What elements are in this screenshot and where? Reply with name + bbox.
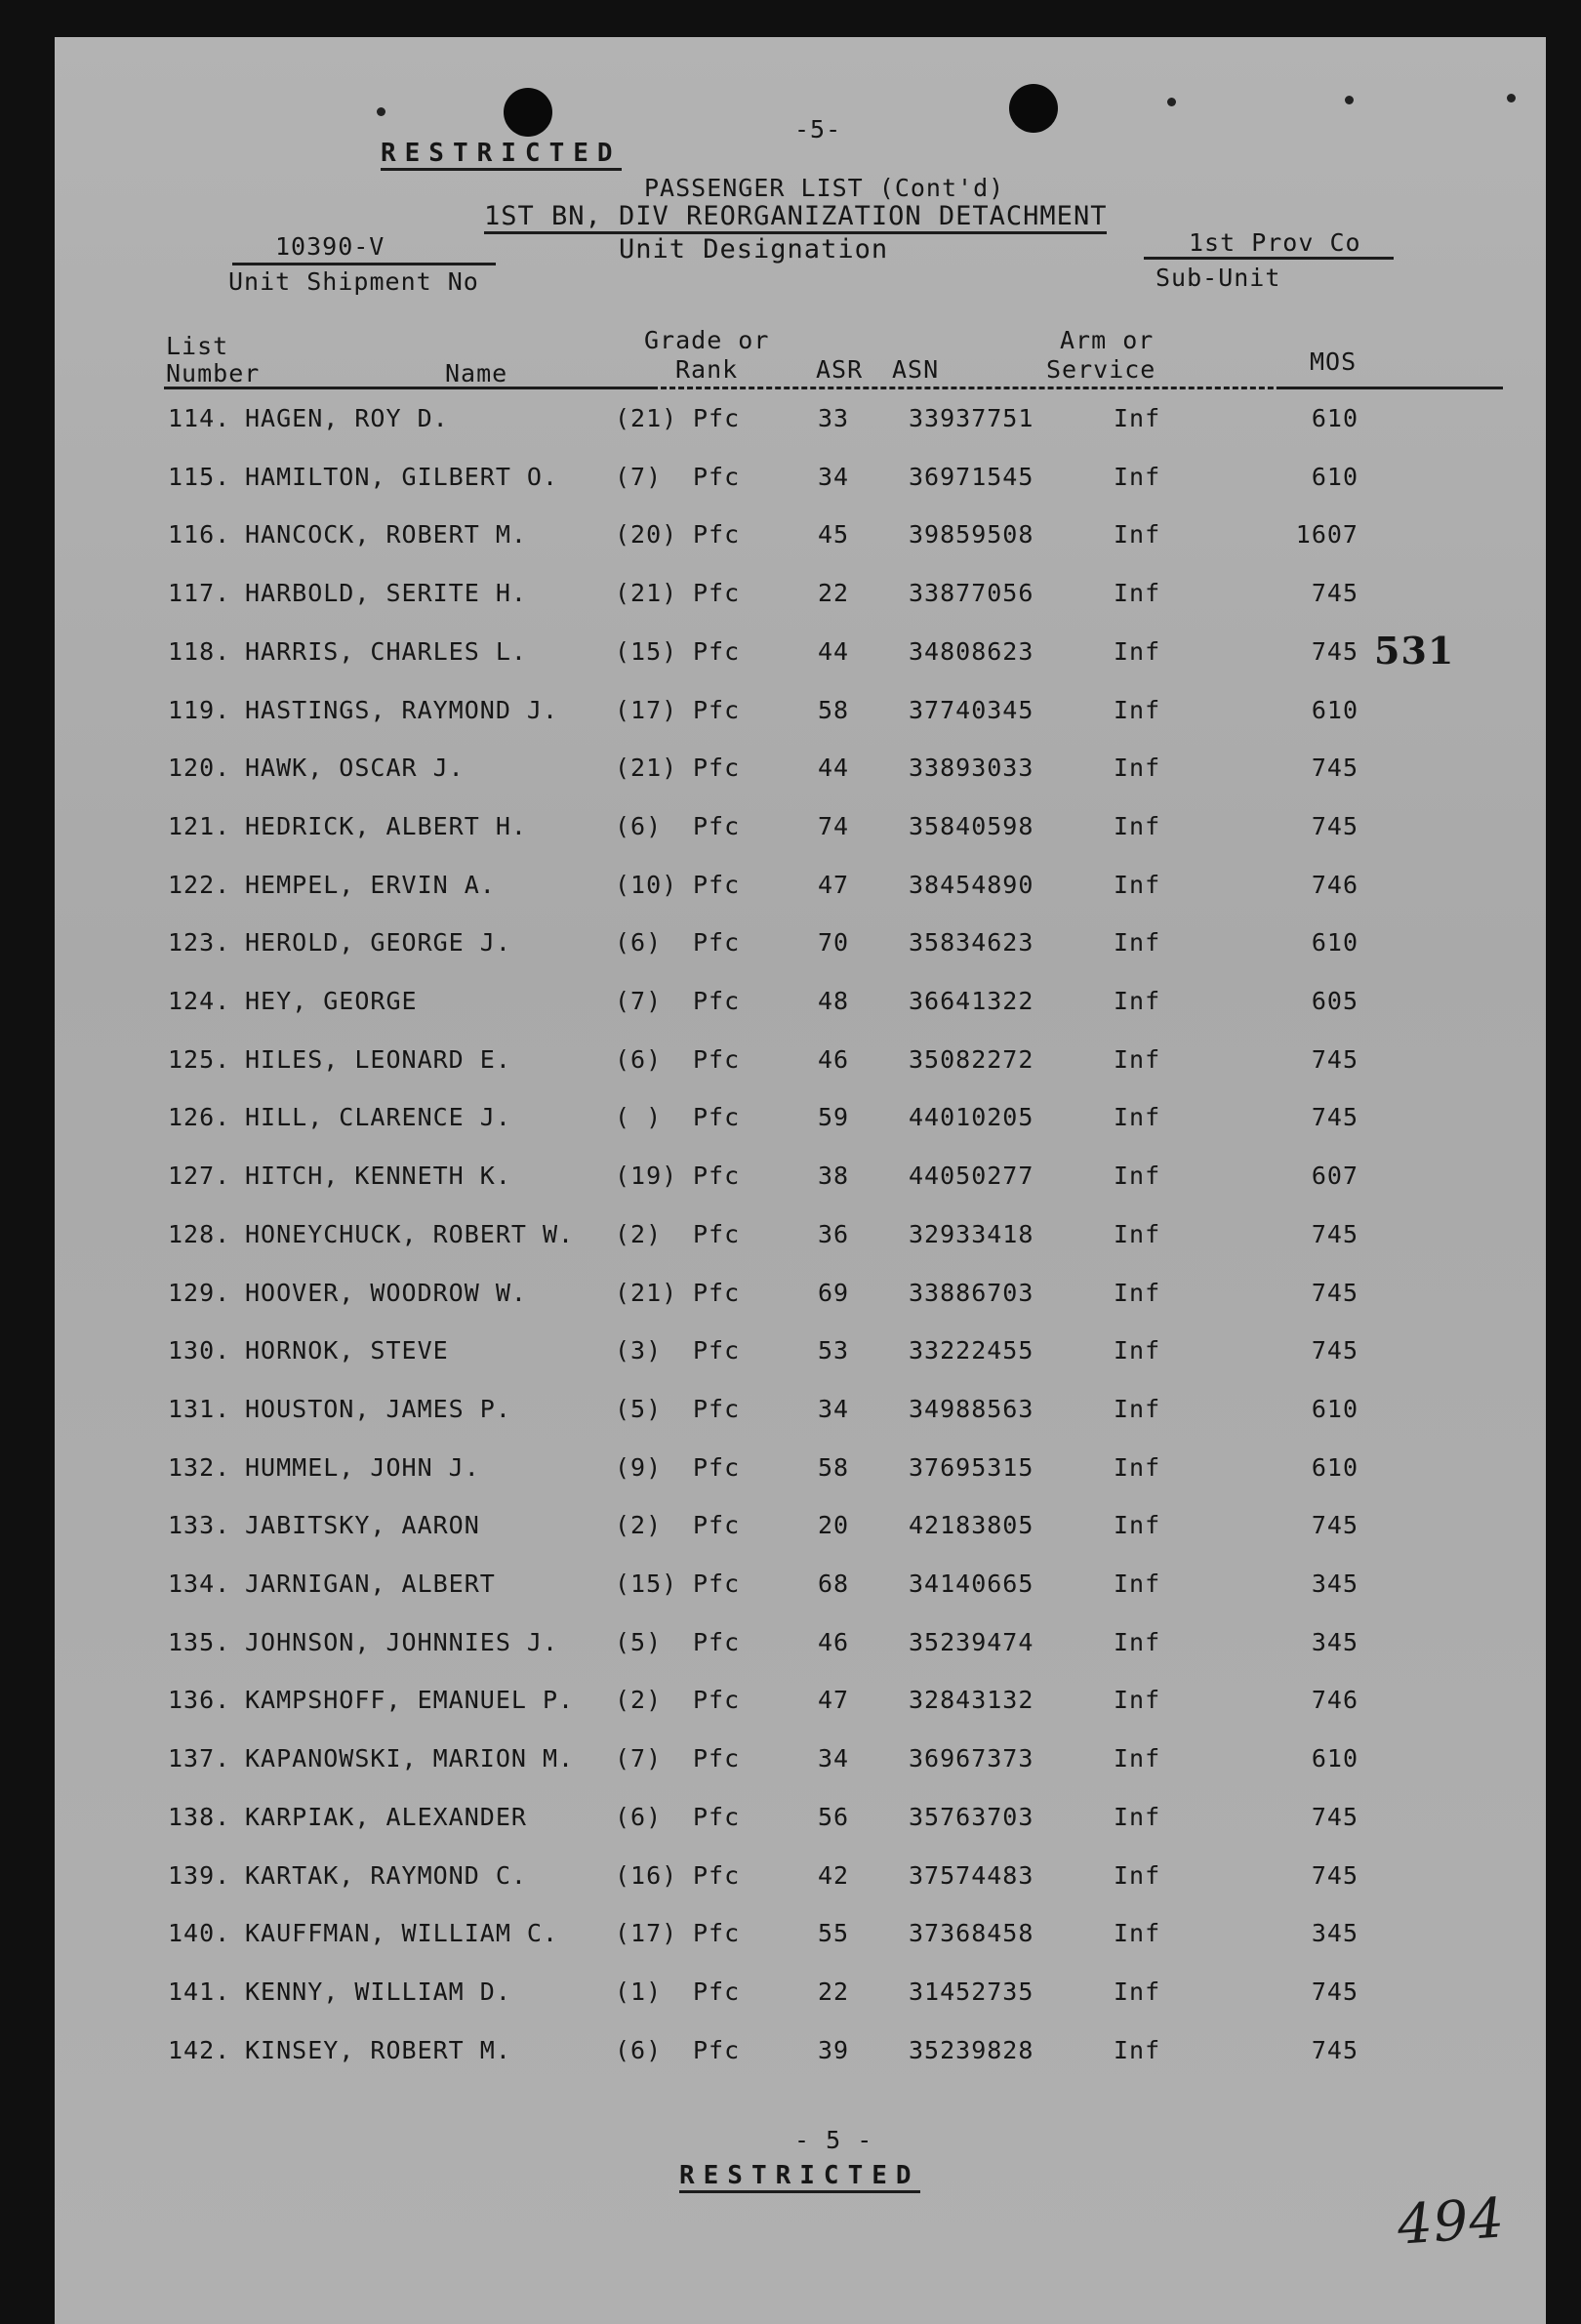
grade-cell: (3) — [615, 1336, 663, 1365]
asr-cell: 53 — [817, 1336, 850, 1365]
arm-service-cell: Inf — [1114, 1570, 1161, 1598]
rank-cell: Pfc — [693, 871, 741, 899]
asn-cell: 34988563 — [909, 1395, 1034, 1423]
asn-cell: 34808623 — [909, 637, 1034, 666]
asn-cell: 35239828 — [909, 2036, 1034, 2064]
grade-cell: (21) — [615, 1279, 678, 1307]
list-number-cell: 121. — [168, 812, 231, 840]
list-number-cell: 127. — [168, 1162, 231, 1190]
rank-cell: Pfc — [693, 1570, 741, 1598]
table-row — [0, 637, 1581, 676]
passenger-name-cell: HONEYCHUCK, ROBERT W. — [245, 1220, 575, 1248]
asn-cell: 44010205 — [909, 1103, 1034, 1131]
asr-cell: 69 — [817, 1279, 850, 1307]
arm-service-cell: Inf — [1114, 1861, 1161, 1890]
passenger-name-cell: HOOVER, WOODROW W. — [245, 1279, 527, 1307]
rank-cell: Pfc — [693, 1919, 741, 1947]
passenger-table — [0, 37, 1581, 2282]
list-number-cell: 138. — [168, 1803, 231, 1831]
arm-service-cell: Inf — [1114, 754, 1161, 782]
table-row — [0, 1336, 1581, 1375]
mos-cell: 610 — [1311, 696, 1358, 724]
page-number-bottom: - 5 - — [794, 2126, 873, 2154]
table-row — [0, 1861, 1581, 1900]
passenger-name-cell: HUMMEL, JOHN J. — [245, 1453, 480, 1482]
rank-cell: Pfc — [693, 1395, 741, 1423]
table-row — [0, 1395, 1581, 1434]
grade-cell: ( ) — [615, 1103, 663, 1131]
list-number-cell: 129. — [168, 1279, 231, 1307]
grade-cell: (5) — [615, 1395, 663, 1423]
grade-cell: (7) — [615, 987, 663, 1015]
table-row — [0, 1919, 1581, 1958]
mos-cell: 745 — [1311, 1045, 1358, 1074]
asr-cell: 46 — [817, 1045, 850, 1074]
table-row — [0, 1453, 1581, 1492]
grade-cell: (7) — [615, 463, 663, 491]
grade-cell: (17) — [615, 696, 678, 724]
list-number-cell: 139. — [168, 1861, 231, 1890]
grade-cell: (20) — [615, 520, 678, 549]
table-row — [0, 1279, 1581, 1318]
asr-cell: 68 — [817, 1570, 850, 1598]
arm-service-cell: Inf — [1114, 579, 1161, 607]
passenger-name-cell: JABITSKY, AARON — [245, 1511, 480, 1539]
mos-cell: 345 — [1311, 1628, 1358, 1656]
arm-service-cell: Inf — [1114, 1744, 1161, 1773]
arm-service-cell: Inf — [1114, 1511, 1161, 1539]
grade-cell: (15) — [615, 1570, 678, 1598]
rank-cell: Pfc — [693, 696, 741, 724]
passenger-name-cell: KAUFFMAN, WILLIAM C. — [245, 1919, 559, 1947]
arm-service-cell: Inf — [1114, 1162, 1161, 1190]
handwritten-494: 494 — [1395, 2186, 1508, 2258]
mos-cell: 745 — [1311, 637, 1358, 666]
asn-cell: 33937751 — [909, 404, 1034, 432]
grade-cell: (1) — [615, 1977, 663, 2006]
passenger-name-cell: KENNY, WILLIAM D. — [245, 1977, 511, 2006]
arm-service-cell: Inf — [1114, 1279, 1161, 1307]
asn-cell: 36967373 — [909, 1744, 1034, 1773]
rank-cell: Pfc — [693, 1511, 741, 1539]
asn-cell: 37695315 — [909, 1453, 1034, 1482]
asn-cell: 34140665 — [909, 1570, 1034, 1598]
col-asn: ASN — [892, 355, 940, 384]
arm-service-cell: Inf — [1114, 1919, 1161, 1947]
table-row — [0, 1045, 1581, 1084]
asr-cell: 55 — [817, 1919, 850, 1947]
asn-cell: 39859508 — [909, 520, 1034, 549]
mos-cell: 745 — [1311, 1803, 1358, 1831]
table-row — [0, 579, 1581, 618]
rank-cell: Pfc — [693, 987, 741, 1015]
table-row — [0, 1220, 1581, 1259]
asr-cell: 34 — [817, 1395, 850, 1423]
unit-designation-label: Unit Designation — [619, 234, 889, 265]
sub-unit: 1st Prov Co — [1189, 228, 1361, 257]
passenger-name-cell: HAWK, OSCAR J. — [245, 754, 465, 782]
shipment-no: 10390-V — [275, 232, 385, 261]
grade-cell: (21) — [615, 579, 678, 607]
table-row — [0, 520, 1581, 559]
asn-cell: 35834623 — [909, 928, 1034, 957]
asr-cell: 59 — [817, 1103, 850, 1131]
col-asr: ASR — [816, 355, 864, 384]
arm-service-cell: Inf — [1114, 1977, 1161, 2006]
rank-cell: Pfc — [693, 520, 741, 549]
table-row — [0, 463, 1581, 502]
asr-cell: 47 — [817, 1686, 850, 1714]
passenger-name-cell: KARPIAK, ALEXANDER — [245, 1803, 527, 1831]
asr-cell: 74 — [817, 812, 850, 840]
asn-cell: 32933418 — [909, 1220, 1034, 1248]
rank-cell: Pfc — [693, 1686, 741, 1714]
arm-service-cell: Inf — [1114, 696, 1161, 724]
passenger-name-cell: HAGEN, ROY D. — [245, 404, 449, 432]
mos-cell: 745 — [1311, 754, 1358, 782]
asn-cell: 35840598 — [909, 812, 1034, 840]
mos-cell: 610 — [1311, 404, 1358, 432]
mos-cell: 746 — [1311, 871, 1358, 899]
passenger-name-cell: JARNIGAN, ALBERT — [245, 1570, 496, 1598]
list-number-cell: 142. — [168, 2036, 231, 2064]
list-number-cell: 141. — [168, 1977, 231, 2006]
col-mos: MOS — [1310, 347, 1358, 376]
list-number-cell: 120. — [168, 754, 231, 782]
asr-cell: 39 — [817, 2036, 850, 2064]
asr-cell: 46 — [817, 1628, 850, 1656]
grade-cell: (6) — [615, 1803, 663, 1831]
passenger-name-cell: HORNOK, STEVE — [245, 1336, 449, 1365]
list-number-cell: 126. — [168, 1103, 231, 1131]
shipment-label: Unit Shipment No — [228, 267, 479, 296]
arm-service-cell: Inf — [1114, 812, 1161, 840]
grade-cell: (6) — [615, 928, 663, 957]
asn-cell: 42183805 — [909, 1511, 1034, 1539]
list-number-cell: 131. — [168, 1395, 231, 1423]
grade-cell: (5) — [615, 1628, 663, 1656]
rank-cell: Pfc — [693, 1045, 741, 1074]
table-row — [0, 1803, 1581, 1842]
col-arm-1: Arm or — [1060, 326, 1155, 354]
sub-unit-label: Sub-Unit — [1155, 264, 1281, 292]
asr-cell: 44 — [817, 637, 850, 666]
table-row — [0, 696, 1581, 735]
list-number-cell: 130. — [168, 1336, 231, 1365]
table-row — [0, 812, 1581, 851]
table-row — [0, 871, 1581, 910]
asn-cell: 31452735 — [909, 1977, 1034, 2006]
asn-cell: 32843132 — [909, 1686, 1034, 1714]
arm-service-cell: Inf — [1114, 404, 1161, 432]
list-number-cell: 128. — [168, 1220, 231, 1248]
page-number-top: -5- — [794, 115, 842, 143]
asr-cell: 34 — [817, 463, 850, 491]
list-number-cell: 114. — [168, 404, 231, 432]
list-number-cell: 125. — [168, 1045, 231, 1074]
asr-cell: 22 — [817, 579, 850, 607]
grade-cell: (21) — [615, 404, 678, 432]
rank-cell: Pfc — [693, 404, 741, 432]
mos-cell: 745 — [1311, 1511, 1358, 1539]
grade-cell: (10) — [615, 871, 678, 899]
asr-cell: 47 — [817, 871, 850, 899]
table-row — [0, 1570, 1581, 1609]
asr-cell: 70 — [817, 928, 850, 957]
col-list-number-1: List — [166, 332, 229, 360]
list-number-cell: 140. — [168, 1919, 231, 1947]
rank-cell: Pfc — [693, 1861, 741, 1890]
asr-cell: 22 — [817, 1977, 850, 2006]
passenger-name-cell: KARTAK, RAYMOND C. — [245, 1861, 527, 1890]
mos-cell: 745 — [1311, 1336, 1358, 1365]
rank-cell: Pfc — [693, 1453, 741, 1482]
passenger-name-cell: HOUSTON, JAMES P. — [245, 1395, 511, 1423]
rank-cell: Pfc — [693, 1162, 741, 1190]
document-page — [55, 37, 1546, 2324]
table-row — [0, 1162, 1581, 1201]
table-row — [0, 754, 1581, 793]
table-row — [0, 404, 1581, 443]
list-number-cell: 122. — [168, 871, 231, 899]
rank-cell: Pfc — [693, 1977, 741, 2006]
table-row — [0, 2036, 1581, 2075]
mos-cell: 745 — [1311, 812, 1358, 840]
mos-cell: 745 — [1311, 1220, 1358, 1248]
rank-cell: Pfc — [693, 1336, 741, 1365]
asn-cell: 38454890 — [909, 871, 1034, 899]
grade-cell: (6) — [615, 812, 663, 840]
asn-cell: 44050277 — [909, 1162, 1034, 1190]
rank-cell: Pfc — [693, 2036, 741, 2064]
passenger-name-cell: HEROLD, GEORGE J. — [245, 928, 511, 957]
asn-cell: 33877056 — [909, 579, 1034, 607]
asr-cell: 44 — [817, 754, 850, 782]
mos-cell: 610 — [1311, 928, 1358, 957]
list-number-cell: 115. — [168, 463, 231, 491]
arm-service-cell: Inf — [1114, 2036, 1161, 2064]
list-title: PASSENGER LIST (Cont'd) — [644, 174, 1005, 202]
asr-cell: 58 — [817, 696, 850, 724]
grade-cell: (2) — [615, 1220, 663, 1248]
list-number-cell: 135. — [168, 1628, 231, 1656]
grade-cell: (21) — [615, 754, 678, 782]
rank-cell: Pfc — [693, 928, 741, 957]
mos-cell: 345 — [1311, 1919, 1358, 1947]
asr-cell: 45 — [817, 520, 850, 549]
passenger-name-cell: HILES, LEONARD E. — [245, 1045, 511, 1074]
table-row — [0, 1977, 1581, 2017]
table-row — [0, 1511, 1581, 1550]
asr-cell: 33 — [817, 404, 850, 432]
asn-cell: 36641322 — [909, 987, 1034, 1015]
grade-cell: (16) — [615, 1861, 678, 1890]
mos-cell: 745 — [1311, 1103, 1358, 1131]
passenger-name-cell: KAMPSHOFF, EMANUEL P. — [245, 1686, 575, 1714]
list-number-cell: 116. — [168, 520, 231, 549]
arm-service-cell: Inf — [1114, 463, 1161, 491]
col-name: Name — [445, 359, 508, 387]
passenger-name-cell: HEDRICK, ALBERT H. — [245, 812, 527, 840]
mos-cell: 1607 — [1295, 520, 1358, 549]
grade-cell: (2) — [615, 1686, 663, 1714]
list-number-cell: 117. — [168, 579, 231, 607]
asr-cell: 36 — [817, 1220, 850, 1248]
mos-cell: 345 — [1311, 1570, 1358, 1598]
rank-cell: Pfc — [693, 637, 741, 666]
list-number-cell: 134. — [168, 1570, 231, 1598]
arm-service-cell: Inf — [1114, 1628, 1161, 1656]
asn-cell: 37740345 — [909, 696, 1034, 724]
passenger-name-cell: JOHNSON, JOHNNIES J. — [245, 1628, 559, 1656]
list-number-cell: 137. — [168, 1744, 231, 1773]
passenger-name-cell: HASTINGS, RAYMOND J. — [245, 696, 559, 724]
stamp-531: 531 — [1374, 629, 1455, 673]
arm-service-cell: Inf — [1114, 1045, 1161, 1074]
passenger-name-cell: HEY, GEORGE — [245, 987, 418, 1015]
mos-cell: 745 — [1311, 1279, 1358, 1307]
passenger-name-cell: HARRIS, CHARLES L. — [245, 637, 527, 666]
rank-cell: Pfc — [693, 754, 741, 782]
list-number-cell: 118. — [168, 637, 231, 666]
passenger-name-cell: KINSEY, ROBERT M. — [245, 2036, 511, 2064]
asn-cell: 33893033 — [909, 754, 1034, 782]
passenger-name-cell: HARBOLD, SERITE H. — [245, 579, 527, 607]
table-row — [0, 928, 1581, 967]
mos-cell: 746 — [1311, 1686, 1358, 1714]
arm-service-cell: Inf — [1114, 1395, 1161, 1423]
list-number-cell: 124. — [168, 987, 231, 1015]
col-grade-1: Grade or — [644, 326, 770, 354]
list-number-cell: 133. — [168, 1511, 231, 1539]
grade-cell: (6) — [615, 1045, 663, 1074]
passenger-name-cell: HANCOCK, ROBERT M. — [245, 520, 527, 549]
arm-service-cell: Inf — [1114, 1803, 1161, 1831]
asr-cell: 56 — [817, 1803, 850, 1831]
rank-cell: Pfc — [693, 579, 741, 607]
grade-cell: (17) — [615, 1919, 678, 1947]
mos-cell: 610 — [1311, 1395, 1358, 1423]
asr-cell: 42 — [817, 1861, 850, 1890]
grade-cell: (7) — [615, 1744, 663, 1773]
col-list-number-2: Number — [166, 359, 261, 387]
asn-cell: 35239474 — [909, 1628, 1034, 1656]
asn-cell: 36971545 — [909, 463, 1034, 491]
asr-cell: 38 — [817, 1162, 850, 1190]
classification-bottom: RESTRICTED — [679, 2161, 920, 2193]
mos-cell: 610 — [1311, 1453, 1358, 1482]
rank-cell: Pfc — [693, 1628, 741, 1656]
passenger-name-cell: HAMILTON, GILBERT O. — [245, 463, 559, 491]
mos-cell: 607 — [1311, 1162, 1358, 1190]
col-arm-2: Service — [1046, 355, 1156, 384]
grade-cell: (2) — [615, 1511, 663, 1539]
table-row — [0, 1686, 1581, 1725]
rank-cell: Pfc — [693, 1103, 741, 1131]
rank-cell: Pfc — [693, 1803, 741, 1831]
arm-service-cell: Inf — [1114, 1103, 1161, 1131]
arm-service-cell: Inf — [1114, 1336, 1161, 1365]
mos-cell: 605 — [1311, 987, 1358, 1015]
rank-cell: Pfc — [693, 812, 741, 840]
rank-cell: Pfc — [693, 463, 741, 491]
list-number-cell: 119. — [168, 696, 231, 724]
grade-cell: (15) — [615, 637, 678, 666]
list-number-cell: 123. — [168, 928, 231, 957]
passenger-name-cell: KAPANOWSKI, MARION M. — [245, 1744, 575, 1773]
passenger-name-cell: HEMPEL, ERVIN A. — [245, 871, 496, 899]
arm-service-cell: Inf — [1114, 1686, 1161, 1714]
grade-cell: (19) — [615, 1162, 678, 1190]
list-number-cell: 132. — [168, 1453, 231, 1482]
arm-service-cell: Inf — [1114, 1220, 1161, 1248]
asn-cell: 35082272 — [909, 1045, 1034, 1074]
table-row — [0, 987, 1581, 1026]
asr-cell: 20 — [817, 1511, 850, 1539]
mos-cell: 745 — [1311, 2036, 1358, 2064]
passenger-name-cell: HITCH, KENNETH K. — [245, 1162, 511, 1190]
asn-cell: 33222455 — [909, 1336, 1034, 1365]
grade-cell: (9) — [615, 1453, 663, 1482]
mos-cell: 610 — [1311, 463, 1358, 491]
grade-cell: (6) — [615, 2036, 663, 2064]
arm-service-cell: Inf — [1114, 520, 1161, 549]
asr-cell: 34 — [817, 1744, 850, 1773]
table-row — [0, 1103, 1581, 1142]
asn-cell: 33886703 — [909, 1279, 1034, 1307]
arm-service-cell: Inf — [1114, 928, 1161, 957]
rank-cell: Pfc — [693, 1220, 741, 1248]
table-row — [0, 1744, 1581, 1783]
rank-cell: Pfc — [693, 1744, 741, 1773]
unit-name: 1ST BN, DIV REORGANIZATION DETACHMENT — [484, 201, 1107, 234]
col-grade-2: Rank — [675, 355, 739, 384]
asr-cell: 48 — [817, 987, 850, 1015]
mos-cell: 745 — [1311, 1861, 1358, 1890]
passenger-name-cell: HILL, CLARENCE J. — [245, 1103, 511, 1131]
mos-cell: 745 — [1311, 579, 1358, 607]
arm-service-cell: Inf — [1114, 637, 1161, 666]
mos-cell: 745 — [1311, 1977, 1358, 2006]
asn-cell: 35763703 — [909, 1803, 1034, 1831]
list-number-cell: 136. — [168, 1686, 231, 1714]
arm-service-cell: Inf — [1114, 987, 1161, 1015]
asn-cell: 37574483 — [909, 1861, 1034, 1890]
rank-cell: Pfc — [693, 1279, 741, 1307]
table-row — [0, 1628, 1581, 1667]
classification-top: RESTRICTED — [381, 139, 622, 171]
arm-service-cell: Inf — [1114, 1453, 1161, 1482]
arm-service-cell: Inf — [1114, 871, 1161, 899]
asn-cell: 37368458 — [909, 1919, 1034, 1947]
asr-cell: 58 — [817, 1453, 850, 1482]
mos-cell: 610 — [1311, 1744, 1358, 1773]
